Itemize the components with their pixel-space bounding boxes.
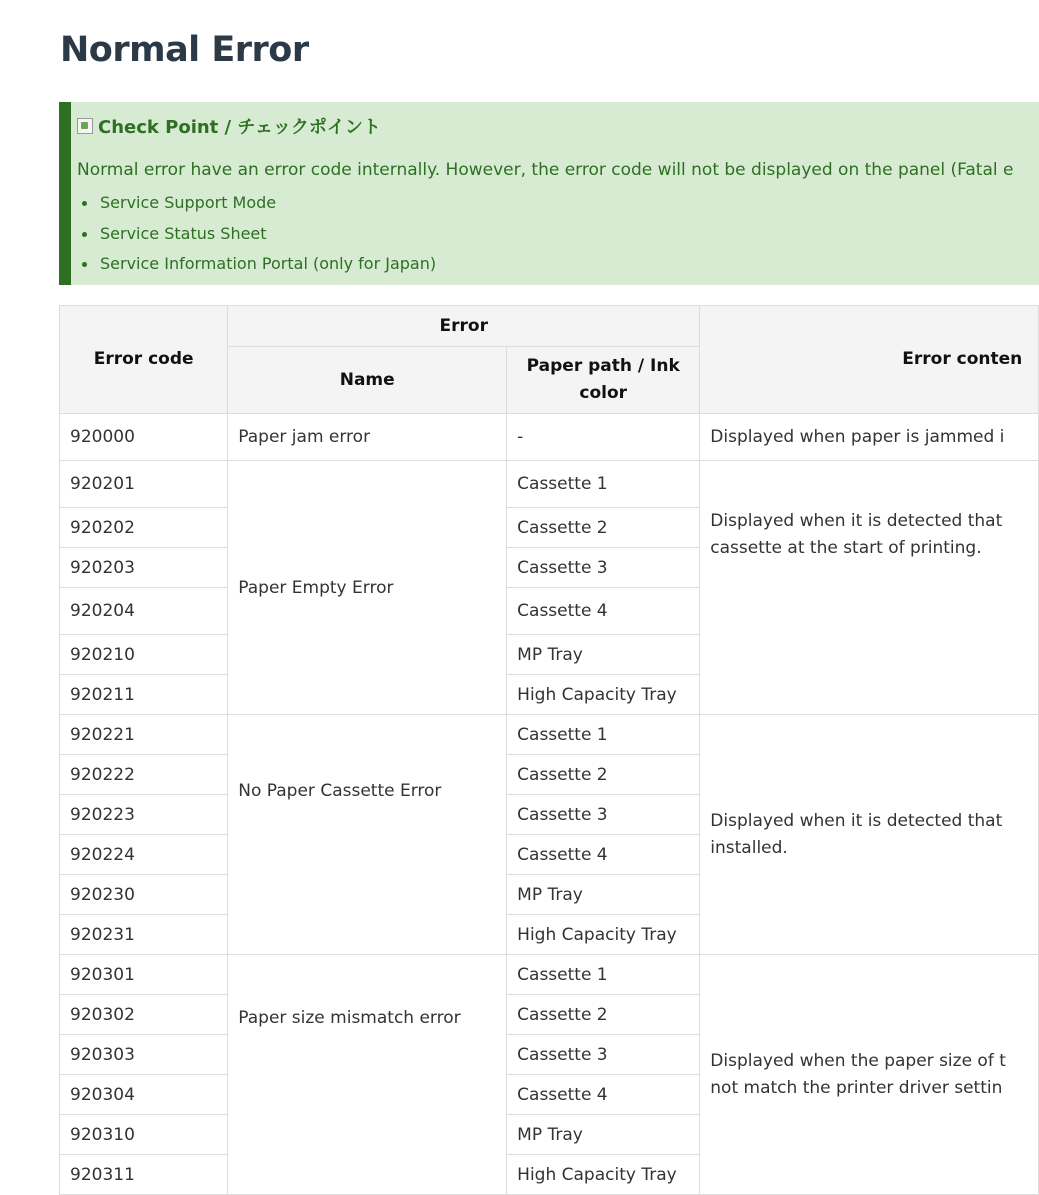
error-code-cell: 920201 bbox=[60, 461, 228, 508]
error-code-cell: 920000 bbox=[60, 414, 228, 461]
paper-path-cell: Cassette 1 bbox=[507, 461, 700, 508]
broken-image-icon bbox=[77, 118, 93, 134]
header-error-content: Error conten bbox=[700, 306, 1039, 414]
checkpoint-item-service-status-sheet: Service Status Sheet bbox=[77, 222, 436, 253]
error-content-line: not match the printer driver settin bbox=[710, 1078, 1003, 1098]
checkpoint-description: Normal error have an error code internally. However, the error code will not be displayed on the panel (Fatal e bbox=[77, 160, 1014, 180]
error-code-cell: 920223 bbox=[60, 795, 228, 835]
error-code-cell: 920202 bbox=[60, 508, 228, 548]
paper-path-cell: Cassette 1 bbox=[507, 715, 700, 755]
paper-path-cell: - bbox=[507, 414, 700, 461]
table-row bbox=[60, 955, 1039, 995]
paper-path-cell: MP Tray bbox=[507, 635, 700, 675]
header-paper-path: Paper path / Ink color bbox=[507, 347, 700, 414]
paper-path-cell: Cassette 2 bbox=[507, 995, 700, 1035]
checkpoint-item-service-support-mode: Service Support Mode bbox=[77, 191, 436, 222]
paper-path-cell: High Capacity Tray bbox=[507, 915, 700, 955]
table-row bbox=[60, 461, 1039, 508]
error-content-cell: Displayed when paper is jammed i bbox=[700, 414, 1039, 461]
error-content-line: Displayed when the paper size of t bbox=[710, 1051, 1006, 1071]
paper-path-cell: MP Tray bbox=[507, 875, 700, 915]
error-code-cell: 920224 bbox=[60, 835, 228, 875]
error-code-cell: 920302 bbox=[60, 995, 228, 1035]
checkpoint-box bbox=[59, 102, 1039, 285]
error-content-cell bbox=[700, 955, 1039, 1195]
error-code-cell: 920304 bbox=[60, 1075, 228, 1115]
error-code-cell: 920222 bbox=[60, 755, 228, 795]
header-error-code: Error code bbox=[60, 306, 228, 414]
error-code-cell: 920204 bbox=[60, 588, 228, 635]
error-code-cell: 920211 bbox=[60, 675, 228, 715]
error-name-cell: Paper Empty Error bbox=[228, 461, 507, 715]
paper-path-cell: Cassette 1 bbox=[507, 955, 700, 995]
error-name-cell: No Paper Cassette Error bbox=[228, 715, 507, 955]
checkpoint-list bbox=[77, 191, 436, 283]
paper-path-cell: MP Tray bbox=[507, 1115, 700, 1155]
error-name-cell: Paper jam error bbox=[228, 414, 507, 461]
paper-path-cell: High Capacity Tray bbox=[507, 1155, 700, 1195]
paper-path-cell: Cassette 4 bbox=[507, 835, 700, 875]
paper-path-cell: Cassette 2 bbox=[507, 508, 700, 548]
checkpoint-title bbox=[77, 113, 381, 139]
header-name: Name bbox=[228, 347, 507, 414]
error-table bbox=[59, 305, 1039, 1195]
paper-path-cell: Cassette 3 bbox=[507, 795, 700, 835]
error-name-cell: Paper size mismatch error bbox=[228, 955, 507, 1195]
paper-path-cell: Cassette 4 bbox=[507, 588, 700, 635]
error-content-line: cassette at the start of printing. bbox=[710, 538, 982, 558]
error-code-cell: 920210 bbox=[60, 635, 228, 675]
error-code-cell: 920203 bbox=[60, 548, 228, 588]
paper-path-cell: Cassette 3 bbox=[507, 1035, 700, 1075]
error-code-cell: 920311 bbox=[60, 1155, 228, 1195]
table-row bbox=[60, 715, 1039, 755]
error-content-line: installed. bbox=[710, 838, 788, 858]
paper-path-cell: Cassette 2 bbox=[507, 755, 700, 795]
paper-path-cell: High Capacity Tray bbox=[507, 675, 700, 715]
paper-path-cell: Cassette 3 bbox=[507, 548, 700, 588]
paper-path-cell: Cassette 4 bbox=[507, 1075, 700, 1115]
error-code-cell: 920303 bbox=[60, 1035, 228, 1075]
error-content-line: Displayed when it is detected that bbox=[710, 511, 1003, 531]
error-code-cell: 920310 bbox=[60, 1115, 228, 1155]
page-title: Normal Error bbox=[60, 30, 309, 70]
error-code-cell: 920231 bbox=[60, 915, 228, 955]
table-row bbox=[60, 414, 1039, 461]
error-content-cell bbox=[700, 461, 1039, 715]
error-code-cell: 920230 bbox=[60, 875, 228, 915]
error-code-cell: 920221 bbox=[60, 715, 228, 755]
error-content-cell bbox=[700, 715, 1039, 955]
error-content-line: Displayed when it is detected that bbox=[710, 811, 1003, 831]
checkpoint-item-service-information-portal: Service Information Portal (only for Japan) bbox=[77, 252, 436, 283]
error-code-cell: 920301 bbox=[60, 955, 228, 995]
checkpoint-title-text: Check Point / チェックポイント bbox=[98, 117, 381, 138]
header-error: Error bbox=[228, 306, 700, 347]
